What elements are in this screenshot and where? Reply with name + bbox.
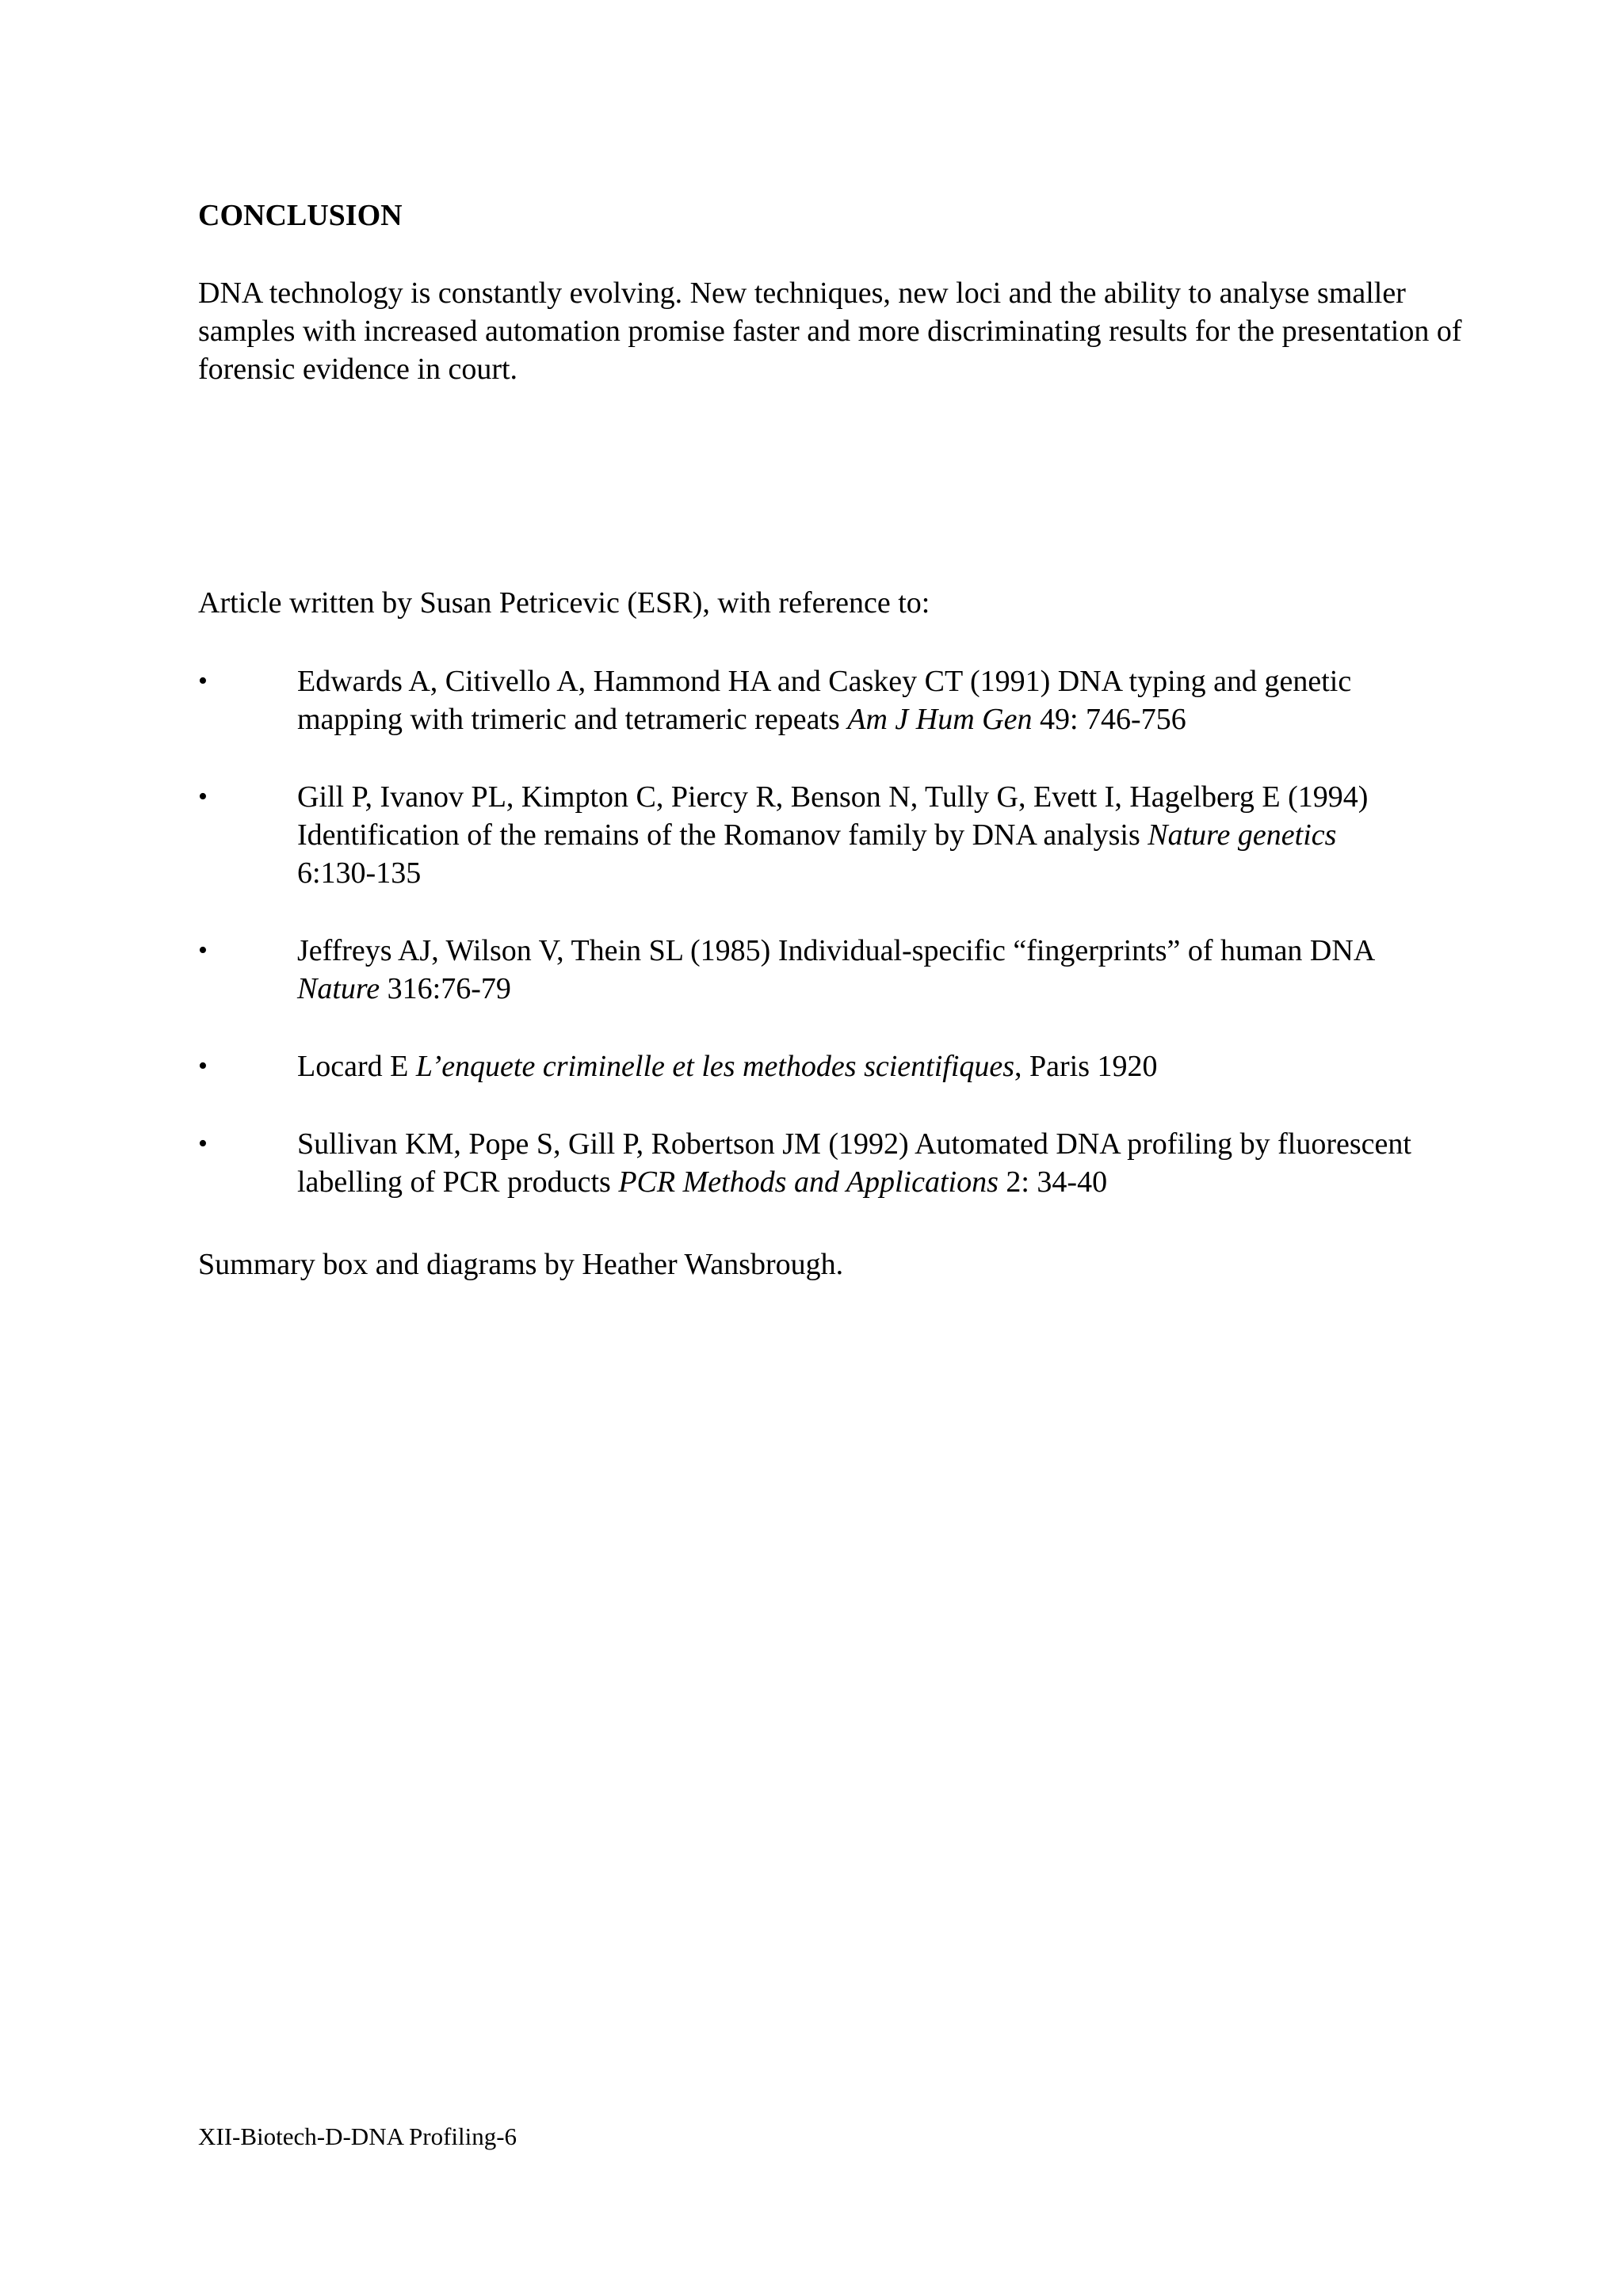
reference-text — [297, 662, 1423, 738]
article-credit: Article written by Susan Petricevic (ESR), with reference to: — [198, 586, 930, 620]
reference-journal: Nature — [297, 972, 380, 1005]
reference-text — [297, 778, 1423, 892]
reference-volume: 316:76-79 — [380, 972, 511, 1005]
section-heading: CONCLUSION — [198, 199, 403, 232]
summary-credit: Summary box and diagrams by Heather Wansbrough. — [198, 1248, 844, 1281]
reference-place: , Paris 1920 — [1014, 1050, 1158, 1083]
reference-text — [297, 1125, 1423, 1201]
reference-item — [198, 1125, 1506, 1201]
reference-journal: Am J Hum Gen — [847, 703, 1033, 736]
reference-authors: Jeffreys AJ, Wilson V, Thein SL (1985) Individual-specific “fingerprints” of human DNA — [297, 934, 1374, 967]
reference-journal: PCR Methods and Applications — [618, 1165, 999, 1199]
reference-volume: 6:130-135 — [297, 856, 422, 890]
reference-authors: Edwards A, Citivello A, Hammond HA and Caskey CT (1991) DNA typing and genetic mapping with trimeric and tetrameric repeats — [297, 665, 1352, 736]
reference-title: L’enquete criminelle et les methodes scientifiques — [415, 1050, 1015, 1083]
reference-journal: Nature genetics — [1148, 818, 1337, 852]
reference-item — [198, 778, 1506, 892]
page-footer: XII-Biotech-D-DNA Profiling-6 — [198, 2122, 517, 2150]
reference-volume: 49: 746-756 — [1032, 703, 1186, 736]
reference-item — [198, 662, 1506, 738]
bullet-icon: • — [198, 782, 208, 811]
bullet-icon: • — [198, 1051, 208, 1081]
bullet-icon: • — [198, 936, 208, 965]
bullet-icon: • — [198, 1129, 208, 1158]
reference-item — [198, 932, 1506, 1008]
reference-list — [198, 662, 1506, 1241]
reference-text — [297, 932, 1423, 1008]
conclusion-paragraph: DNA technology is constantly evolving. New techniques, new loci and the ability to analyse smaller samples with increased automation promise faster and more discriminating results for the presentation of forensic evidence in court. — [198, 277, 1462, 386]
reference-text — [297, 1047, 1423, 1085]
reference-authors: Locard E — [297, 1050, 416, 1083]
reference-item — [198, 1047, 1506, 1085]
reference-authors: Sullivan KM, Pope S, Gill P, Robertson JM (1992) Automated DNA profiling by fluorescent labelling of PCR products — [297, 1127, 1411, 1199]
reference-volume: 2: 34-40 — [998, 1165, 1108, 1199]
reference-authors: Gill P, Ivanov PL, Kimpton C, Piercy R, Benson N, Tully G, Evett I, Hagelberg E (1994) Identification of the remains of the Romanov family by DNA analysis — [297, 780, 1369, 852]
bullet-icon: • — [198, 666, 208, 696]
